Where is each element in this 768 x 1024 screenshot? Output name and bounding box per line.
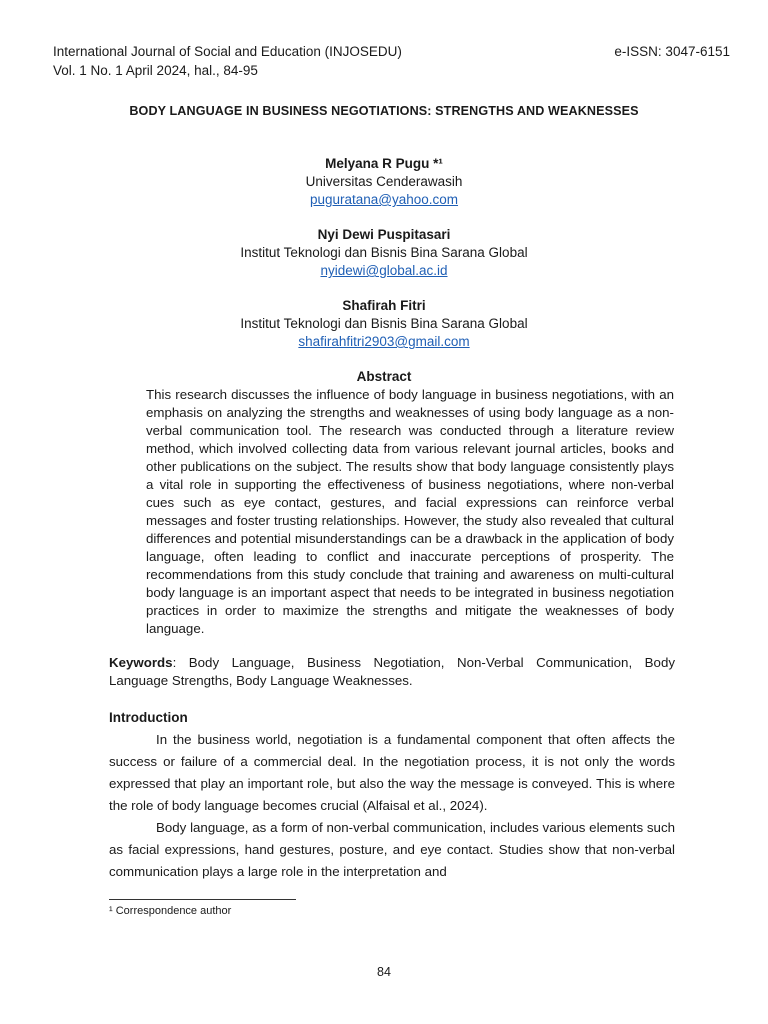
keywords xyxy=(109,654,675,690)
abstract-heading: Abstract xyxy=(356,369,412,384)
introduction-paragraph: Body language, as a form of non-verbal communication, includes various elements such as facial expressions, hand gestures, posture, and eye contact. Studies show that non-verbal communication plays a large role in the interpretation and xyxy=(109,820,675,879)
author-block xyxy=(0,297,768,351)
author-affiliation: Universitas Cenderawasih xyxy=(305,174,463,189)
author-block xyxy=(0,226,768,280)
keywords-label: Keywords xyxy=(109,655,173,670)
abstract-text: This research discusses the influence of body language in business negotiations, with an emphasis on analyzing the strengths and weaknesses of using body language as a non-verbal communication tool. The research was conducted through a literature review method, which involved collecting data from various relevant journal articles, books and other publications on the subject. The results show that body language consistently plays a vital role in supporting the effectiveness of business negotiations, where non-verbal cues such as eye contact, gestures, and facial expressions can reinforce verbal messages and foster trusting relationships. However, the study also revealed that cultural differences and potential misunderstandings can be a drawback in the application of body language, often leading to conflict and inaccurate perceptions of prosperity. The recommendations from this study conclude that training and awareness on multi-cultural body language is an important aspect that needs to be integrated in business negotiation practices in order to maximize the strengths and mitigate the weaknesses of body language. xyxy=(146,387,674,636)
author-block xyxy=(0,155,768,209)
introduction-heading: Introduction xyxy=(109,710,188,725)
introduction-body xyxy=(109,729,675,883)
footnote-divider xyxy=(109,899,296,900)
author-name: Shafirah Fitri xyxy=(342,298,426,313)
keywords-text: : Body Language, Business Negotiation, Non-Verbal Communication, Body Language Strengths, Body Language Weaknesses. xyxy=(109,655,675,688)
author-affiliation: Institut Teknologi dan Bisnis Bina Sarana Global xyxy=(240,316,528,331)
paper-title: BODY LANGUAGE IN BUSINESS NEGOTIATIONS: STRENGTHS AND WEAKNESSES xyxy=(129,104,639,118)
journal-name: International Journal of Social and Education (INJOSEDU) xyxy=(53,44,402,59)
author-email-link[interactable]: puguratana@yahoo.com xyxy=(309,192,459,207)
author-name: Melyana R Pugu *¹ xyxy=(325,156,443,171)
author-name: Nyi Dewi Puspitasari xyxy=(317,227,451,242)
issn: e-ISSN: 3047-6151 xyxy=(614,44,730,59)
author-affiliation: Institut Teknologi dan Bisnis Bina Sarana Global xyxy=(240,245,528,260)
volume-info: Vol. 1 No. 1 April 2024, hal., 84-95 xyxy=(53,63,258,78)
running-header-left xyxy=(53,42,402,80)
page-number: 84 xyxy=(377,965,391,979)
footnote: ¹ Correspondence author xyxy=(109,905,232,917)
introduction-paragraph: In the business world, negotiation is a fundamental component that often affects the success or failure of a commercial deal. In the negotiation process, it is not only the words expressed that play an important role, but also the way the message is conveyed. This is where the role of body language becomes crucial (Alfaisal et al., 2024). xyxy=(109,732,675,813)
author-email-link[interactable]: shafirahfitri2903@gmail.com xyxy=(298,334,470,349)
author-email-link[interactable]: nyidewi@global.ac.id xyxy=(320,263,448,278)
author-list xyxy=(0,155,768,368)
running-header-right xyxy=(614,42,730,61)
